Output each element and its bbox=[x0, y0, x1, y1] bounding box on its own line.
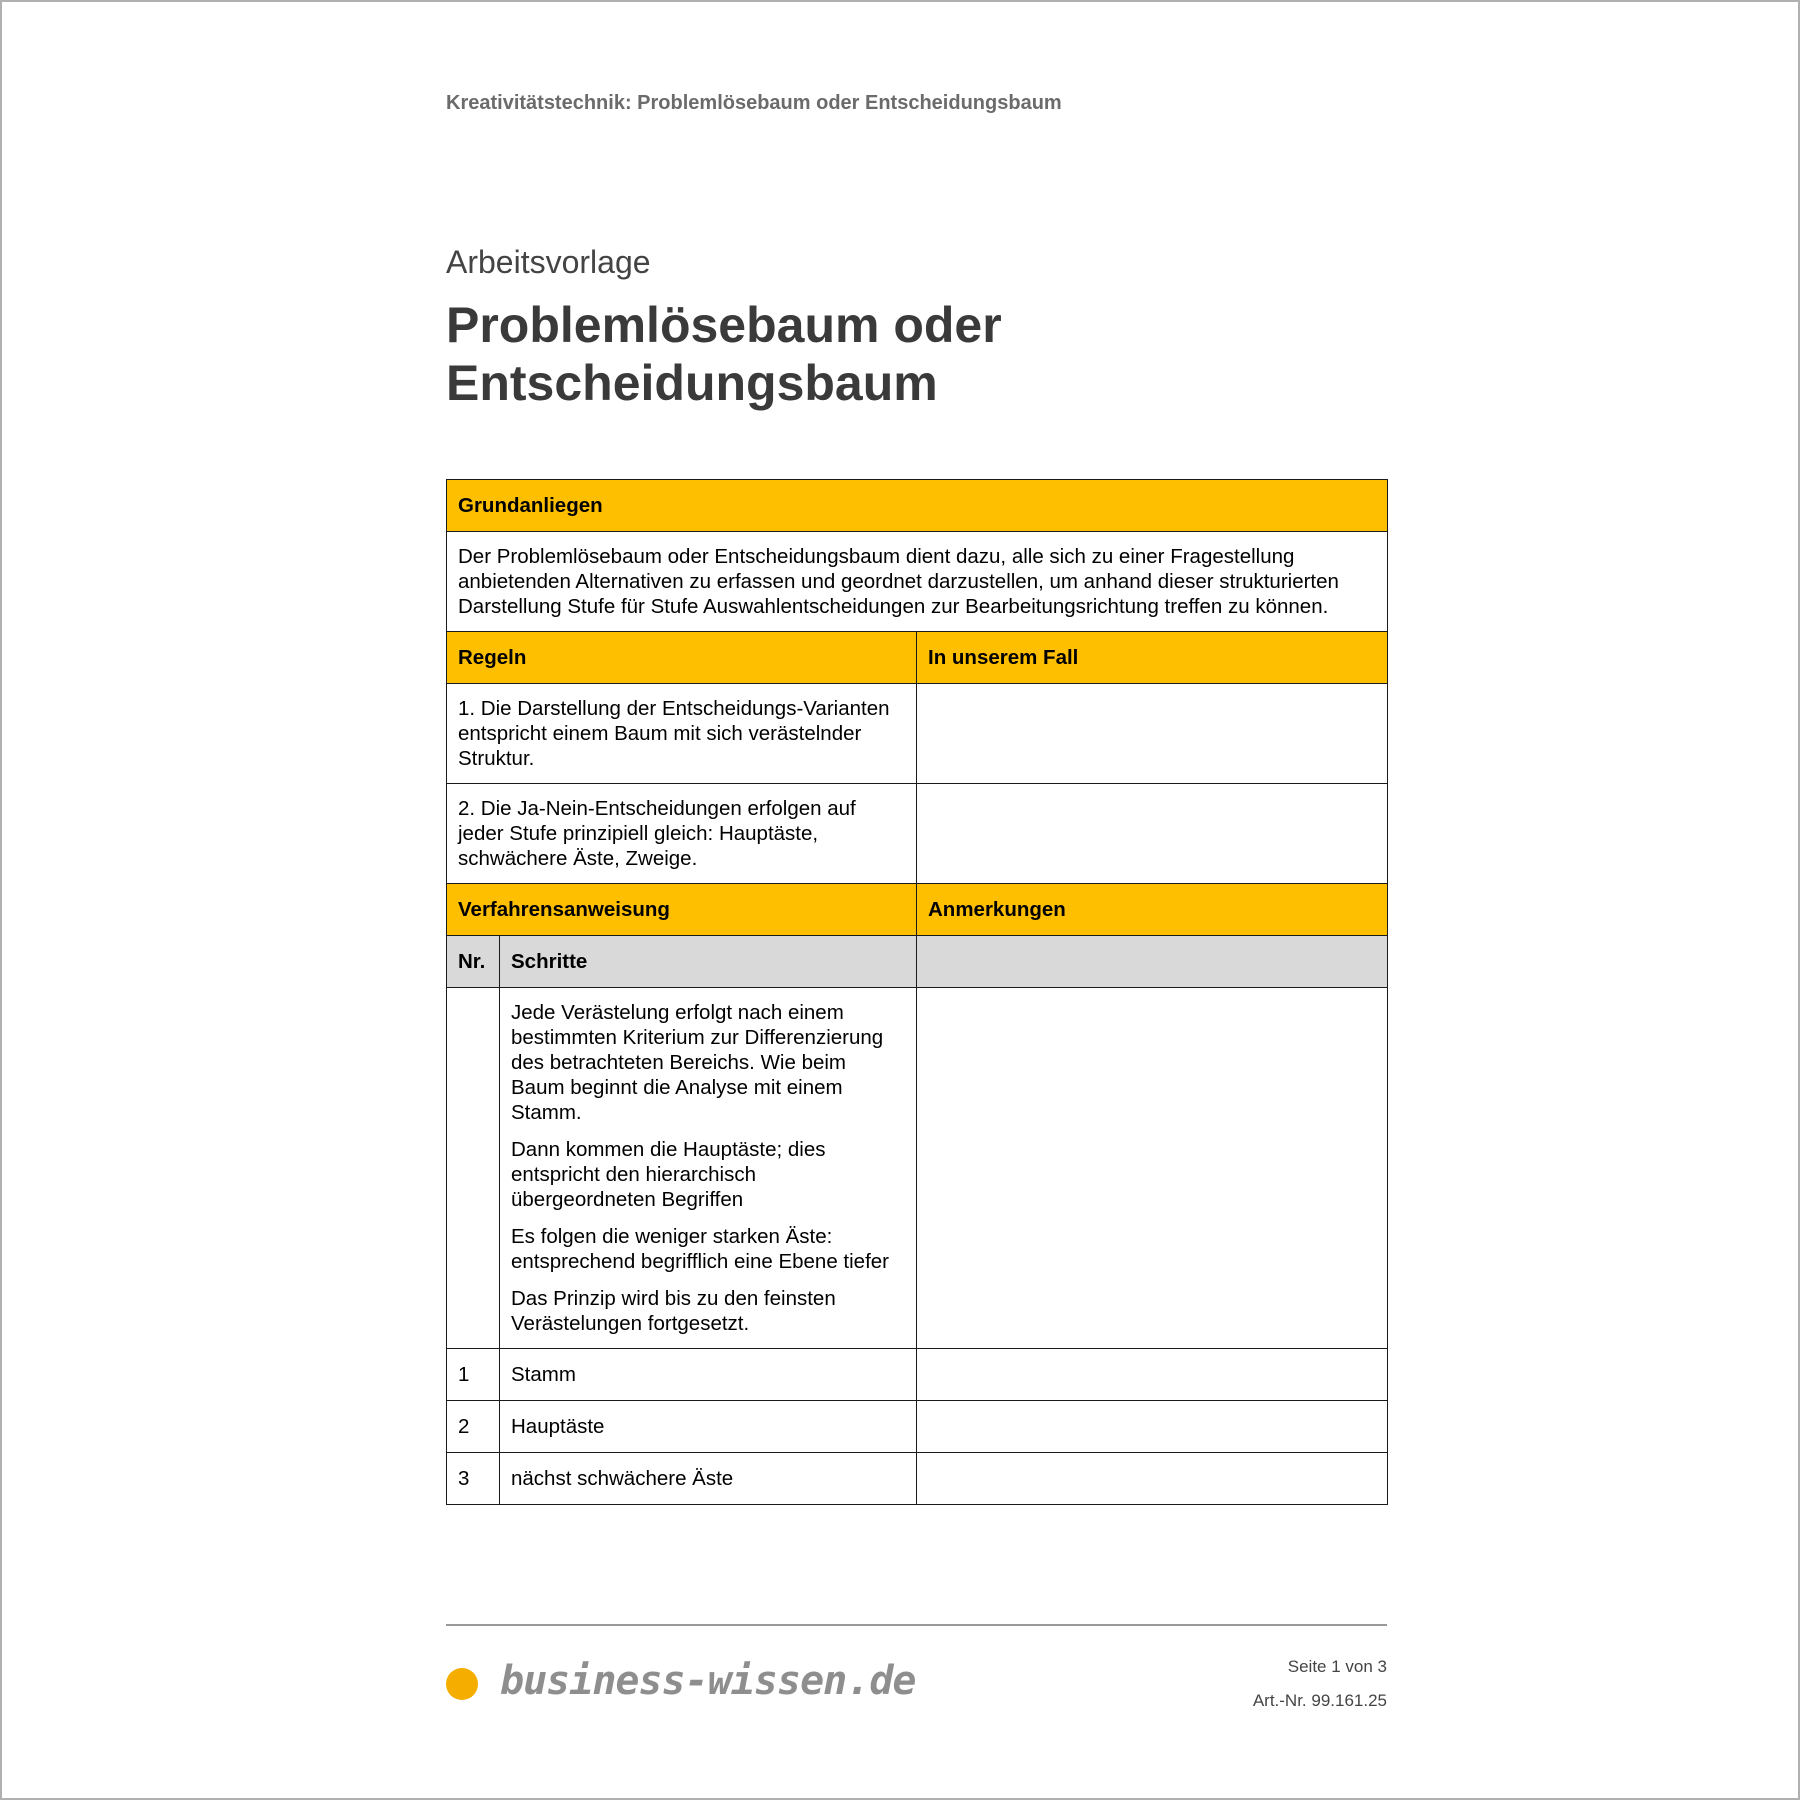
anmerkung-cell[interactable] bbox=[917, 1349, 1388, 1401]
brand-logo-text: business-wissen.de bbox=[500, 1658, 916, 1704]
steps-column-header-row bbox=[447, 936, 1388, 988]
grundanliegen-header-row bbox=[447, 480, 1388, 532]
rule-answer-cell[interactable] bbox=[917, 684, 1388, 784]
page-title-line-2: Entscheidungsbaum bbox=[446, 355, 938, 411]
steps-intro-paragraph: Dann kommen die Hauptäste; dies entspricht den hierarchisch übergeordneten Begriffen bbox=[511, 1138, 826, 1211]
step-row bbox=[447, 1349, 1388, 1401]
verfahren-header-row bbox=[447, 884, 1388, 936]
step-number-cell bbox=[447, 988, 500, 1349]
anmerkung-cell[interactable] bbox=[917, 1401, 1388, 1453]
anmerkungen-column-header bbox=[917, 936, 1388, 988]
rule-row bbox=[447, 684, 1388, 784]
page-title-line-1: Problemlösebaum oder bbox=[446, 297, 1002, 353]
steps-intro-paragraph: Es folgen die weniger starken Äste: entsprechend begrifflich eine Ebene tiefer bbox=[511, 1225, 889, 1273]
steps-intro-row bbox=[447, 988, 1388, 1349]
step-text: Hauptäste bbox=[500, 1401, 917, 1453]
steps-intro-paragraph: Jede Verästelung erfolgt nach einem bestimmten Kriterium zur Differenzierung des betrachteten Bereichs. Wie beim Baum beginnt die Analyse mit einem Stamm. bbox=[511, 1001, 884, 1124]
page-number: Seite 1 von 3 bbox=[1287, 1657, 1387, 1676]
step-text: Stamm bbox=[500, 1349, 917, 1401]
step-number: 2 bbox=[447, 1401, 500, 1453]
running-header: Kreativitätstechnik: Problemlösebaum oder Entscheidungsbaum bbox=[446, 92, 1062, 114]
document-type-label: Arbeitsvorlage bbox=[446, 244, 651, 280]
verfahrensanweisung-heading: Verfahrensanweisung bbox=[447, 884, 917, 936]
regeln-heading: Regeln bbox=[447, 632, 917, 684]
rule-text: 2. Die Ja-Nein-Entscheidungen erfolgen auf jeder Stufe prinzipiell gleich: Hauptäste, schwächere Äste, Zweige. bbox=[447, 784, 917, 884]
step-row bbox=[447, 1453, 1388, 1505]
in-unserem-fall-heading: In unserem Fall bbox=[917, 632, 1388, 684]
steps-intro-paragraph: Das Prinzip wird bis zu den feinsten Verästelungen fortgesetzt. bbox=[511, 1287, 836, 1335]
grundanliegen-heading: Grundanliegen bbox=[447, 480, 1388, 532]
grundanliegen-text: Der Problemlösebaum oder Entscheidungsbaum dient dazu, alle sich zu einer Fragestellung anbietenden Alternativen zu erfassen und geordnet darzustellen, um anhand dieser strukturierten Darstellung Stufe für Stufe Auswahlentscheidungen zur Bearbeitungsrichtung treffen zu können. bbox=[447, 532, 1388, 632]
step-row bbox=[447, 1401, 1388, 1453]
anmerkung-cell[interactable] bbox=[917, 1453, 1388, 1505]
worksheet-table bbox=[446, 479, 1388, 1505]
page-info bbox=[1253, 1650, 1387, 1718]
steps-intro bbox=[500, 988, 917, 1349]
rule-text: 1. Die Darstellung der Entscheidungs-Varianten entspricht einem Baum mit sich verästelnder Struktur. bbox=[447, 684, 917, 784]
schritte-column-header: Schritte bbox=[500, 936, 917, 988]
regeln-header-row bbox=[447, 632, 1388, 684]
nr-column-header: Nr. bbox=[447, 936, 500, 988]
footer-divider bbox=[446, 1624, 1387, 1626]
step-number: 3 bbox=[447, 1453, 500, 1505]
anmerkungen-heading: Anmerkungen bbox=[917, 884, 1388, 936]
step-text: nächst schwächere Äste bbox=[500, 1453, 917, 1505]
brand-dot-logo bbox=[446, 1668, 478, 1700]
page-title bbox=[446, 296, 1346, 412]
anmerkung-cell[interactable] bbox=[917, 988, 1388, 1349]
step-number: 1 bbox=[447, 1349, 500, 1401]
rule-row bbox=[447, 784, 1388, 884]
rule-answer-cell[interactable] bbox=[917, 784, 1388, 884]
article-number: Art.-Nr. 99.161.25 bbox=[1252, 1691, 1387, 1710]
grundanliegen-text-row bbox=[447, 532, 1388, 632]
